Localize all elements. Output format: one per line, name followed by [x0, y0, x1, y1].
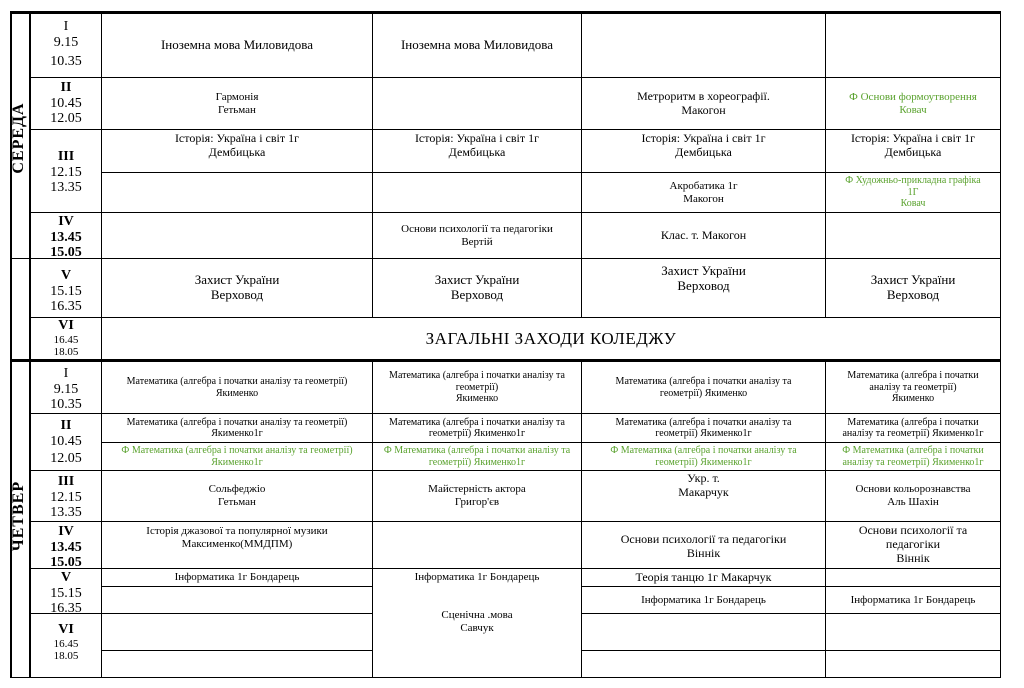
period-label [32, 366, 100, 413]
lesson-cell: Основи психології та педагогіки Віннік [620, 532, 787, 560]
period-number: II [60, 80, 72, 95]
period-label [32, 268, 100, 315]
rule [102, 650, 373, 651]
optional-lesson-cell: Ф Математика (алгебра і початки аналізу та геометрії) Якименко1г [383, 445, 571, 468]
lesson-cell: Історія: Україна і світ 1г Дембицька [641, 131, 766, 159]
lesson-cell: Історія: Україна і світ 1г Дембицька [174, 131, 300, 159]
lesson-cell: Захист України Верховод [661, 263, 746, 293]
lesson-cell: Інформатика 1г Бондарець [850, 593, 976, 606]
lesson-cell [102, 173, 372, 212]
lesson-cell: Захист України Верховод [194, 272, 280, 302]
lesson-cell: Майстерність актора Григор'єв [428, 483, 526, 508]
lesson-cell: Гармонія Гетьман [215, 90, 259, 116]
lesson-cell: Теорія танцю 1г Макарчук [635, 569, 772, 584]
period-label [32, 80, 100, 127]
right-border [1000, 12, 1001, 678]
lesson-cell: Математика (алгебра і початки аналізу та геометрії) Якименко [847, 370, 979, 405]
optional-lesson-cell: Ф Художньо-прикладна графіка 1Г Ковач [845, 175, 981, 210]
lesson-cell: Клас. т. Макогон [660, 227, 747, 242]
period-start: 9.15 [53, 381, 79, 397]
lesson-cell: Захист України Верховод [434, 272, 520, 302]
period-start: 15.15 [50, 585, 82, 601]
period-start: 12.15 [50, 164, 82, 180]
lesson-cell: Сценічна .мова Савчук [441, 609, 513, 634]
optional-lesson-cell: Ф Математика (алгебра і початки аналізу та геометрії) Якименко1г [610, 445, 797, 468]
lesson-cell [373, 173, 581, 212]
period-label [32, 524, 100, 571]
lesson-cell [102, 587, 372, 613]
lesson-cell: Математика (алгебра і початки аналізу та геометрії) Якименко1г [389, 416, 565, 439]
period-number: IV [58, 524, 74, 539]
period-label [32, 418, 100, 467]
period-end: 16.35 [50, 299, 82, 315]
period-label [32, 318, 100, 358]
lesson-cell [102, 213, 372, 258]
lesson-cell: Основи психології та педагогіки Віннік [858, 523, 968, 565]
lesson-cell: Основи психології та педагогіки Вертій [401, 222, 553, 248]
period-label [32, 19, 100, 70]
lesson-cell: Математика (алгебра і початки аналізу та геометрії) Якименко1г [615, 416, 792, 439]
period-start: 10.45 [50, 433, 82, 449]
period-number: I [63, 19, 69, 34]
lesson-cell [582, 14, 825, 77]
optional-lesson-cell: Ф Основи формоутворення Ковач [849, 90, 977, 116]
lesson-cell: Математика (алгебра і початки аналізу та геометрії) Якименко1г [842, 416, 984, 439]
rule [582, 650, 1001, 651]
lesson-cell: Сольфеджіо Гетьман [208, 483, 266, 508]
period-end: 12.05 [50, 451, 82, 467]
period-label [32, 570, 100, 617]
period-end: 10.35 [50, 397, 82, 413]
optional-lesson-cell: Ф Математика (алгебра і початки аналізу та геометрії) Якименко1г [121, 445, 353, 468]
period-end: 10.35 [50, 54, 82, 70]
lesson-cell: Математика (алгебра і початки аналізу та геометрії) Якименко [615, 376, 792, 399]
day-label-wednesday: СЕРЕДА [10, 102, 27, 174]
period-number: VI [58, 622, 74, 637]
period-number: VI [58, 318, 74, 333]
period-label [32, 214, 100, 261]
lesson-cell: Математика (алгебра і початки аналізу та геометрії) Якименко1г [126, 416, 348, 439]
period-start: 15.15 [50, 283, 82, 299]
lesson-cell [373, 78, 581, 129]
period-number: III [57, 149, 75, 164]
lesson-cell: Захист України Верховод [870, 272, 956, 302]
lesson-cell: Інформатика 1г Бондарець [641, 593, 766, 606]
period-start: 12.15 [50, 489, 82, 505]
period-end: 15.05 [50, 245, 82, 261]
lesson-cell: Математика (алгебра і початки аналізу та геометрії) Якименко [389, 370, 565, 405]
period-number: IV [58, 214, 74, 229]
period-label [32, 149, 100, 196]
lesson-cell: Інформатика 1г Бондарець [174, 571, 300, 584]
lesson-cell: Основи кольорознавства Аль Шахін [855, 483, 971, 508]
period-number: III [57, 474, 75, 489]
lesson-cell [826, 14, 1000, 77]
period-label [32, 622, 100, 662]
period-start: 13.45 [50, 229, 82, 245]
lesson-cell: Інформатика 1г Бондарець [414, 571, 540, 584]
period-number: I [63, 366, 69, 381]
period-end: 18.05 [53, 345, 79, 358]
period-start: 13.45 [50, 539, 82, 555]
lesson-cell: Метроритм в хореографії. Макогон [637, 88, 770, 117]
period-end: 13.35 [50, 505, 82, 521]
period-end: 16.35 [50, 601, 82, 617]
period-end: 15.05 [50, 555, 82, 571]
lesson-cell: Математика (алгебра і початки аналізу та геометрії) Якименко [126, 376, 348, 399]
day-label-thursday: ЧЕТВЕР [10, 480, 27, 552]
bottom-rule [10, 677, 1001, 678]
optional-lesson-cell: Ф Математика (алгебра і початки аналізу та геометрії) Якименко1г [842, 445, 984, 468]
period-start: 10.45 [50, 95, 82, 111]
period-start: 16.45 [53, 637, 79, 650]
college-events-banner: ЗАГАЛЬНІ ЗАХОДИ КОЛЕДЖУ [425, 328, 677, 348]
lesson-cell: Історія: Україна і світ 1г Дембицька [850, 131, 976, 159]
lesson-cell: Іноземна мова Миловидова [160, 37, 314, 53]
period-end: 18.05 [53, 649, 79, 662]
rule [582, 613, 1001, 614]
lesson-cell: Укр. т. Макарчук [678, 471, 729, 499]
lesson-cell [826, 569, 1000, 586]
lesson-cell: Історія: Україна і світ 1г Дембицька [414, 131, 540, 159]
period-label [32, 474, 100, 521]
lesson-cell: Іноземна мова Миловидова [400, 37, 554, 53]
lesson-cell: Акробатика 1г Макогон [669, 179, 738, 205]
lesson-cell [373, 522, 581, 568]
period-number: V [60, 268, 72, 283]
period-end: 13.35 [50, 180, 82, 196]
period-number: II [60, 418, 72, 433]
period-end: 12.05 [50, 111, 82, 127]
period-start: 16.45 [53, 333, 79, 346]
lesson-cell: Історія джазової та популярної музики Максименко(ММДПМ) [146, 525, 328, 550]
period-start: 9.15 [53, 34, 79, 50]
lesson-cell [826, 213, 1000, 258]
period-number: V [60, 570, 72, 585]
